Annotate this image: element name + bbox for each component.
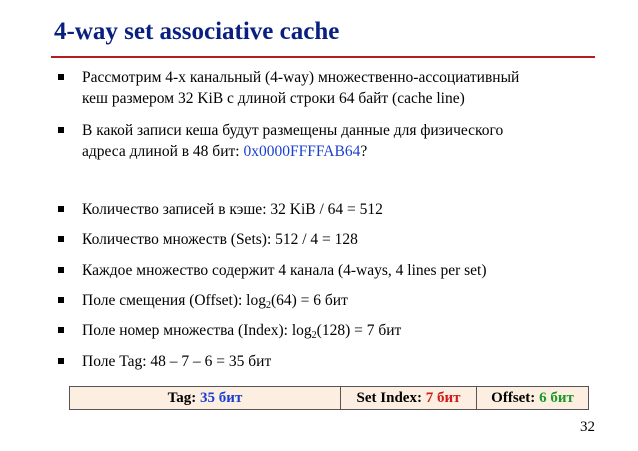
tag-cell — [70, 387, 341, 409]
bullet-text: Количество множеств (Sets): 512 / 4 = 128 — [82, 231, 358, 248]
square-bullet-icon — [58, 74, 64, 80]
bullet-text: Каждое множество содержит 4 канала (4-ways, 4 lines per set) — [82, 262, 487, 279]
square-bullet-icon — [58, 206, 64, 212]
bullet-line: адреса длиной в 48 бит: — [82, 143, 244, 160]
bullet-text: Поле Tag: 48 – 7 – 6 = 35 бит — [82, 353, 272, 370]
log-base: 2 — [311, 330, 317, 341]
page-number: 32 — [580, 419, 595, 435]
square-bullet-icon — [58, 297, 64, 303]
bullet-text: (128) = 7 бит — [316, 322, 402, 339]
square-bullet-icon — [58, 127, 64, 133]
set-index-value: 7 бит — [425, 389, 461, 406]
bullet-text: (64) = 6 бит — [270, 292, 348, 309]
bullet-text: Количество записей в кэше: 32 KiB / 64 = 512 — [82, 201, 383, 218]
bullet-line: Рассмотрим 4-х канальный (4-way) множественно-ассоциативный — [82, 69, 520, 86]
slide-title: 4-way set associative cache — [54, 18, 340, 45]
tag-label: Tag: — [167, 389, 197, 406]
bullet-line: кеш размером 32 KiB с длиной строки 64 байт (cache line) — [82, 90, 465, 107]
offset-cell — [477, 387, 588, 409]
square-bullet-icon — [58, 236, 64, 242]
offset-value: 6 бит — [539, 389, 574, 406]
physical-address: 0x0000FFFFAB64 — [243, 143, 361, 160]
tag-value: 35 бит — [200, 389, 243, 406]
set-index-label: Set Index: — [356, 389, 422, 406]
square-bullet-icon — [58, 327, 64, 333]
square-bullet-icon — [58, 358, 64, 364]
square-bullet-icon — [58, 267, 64, 273]
bullet-line: В какой записи кеша будут размещены данные для физического — [82, 122, 504, 139]
question-mark: ? — [360, 143, 368, 160]
offset-label: Offset: — [491, 389, 536, 406]
address-layout-table — [69, 386, 589, 410]
bullet-text: Поле номер множества (Index): log — [82, 322, 312, 339]
title-divider — [51, 56, 595, 58]
log-base: 2 — [265, 300, 271, 311]
bullet-text: Поле смещения (Offset): log — [82, 292, 266, 309]
set-index-cell — [341, 387, 477, 409]
